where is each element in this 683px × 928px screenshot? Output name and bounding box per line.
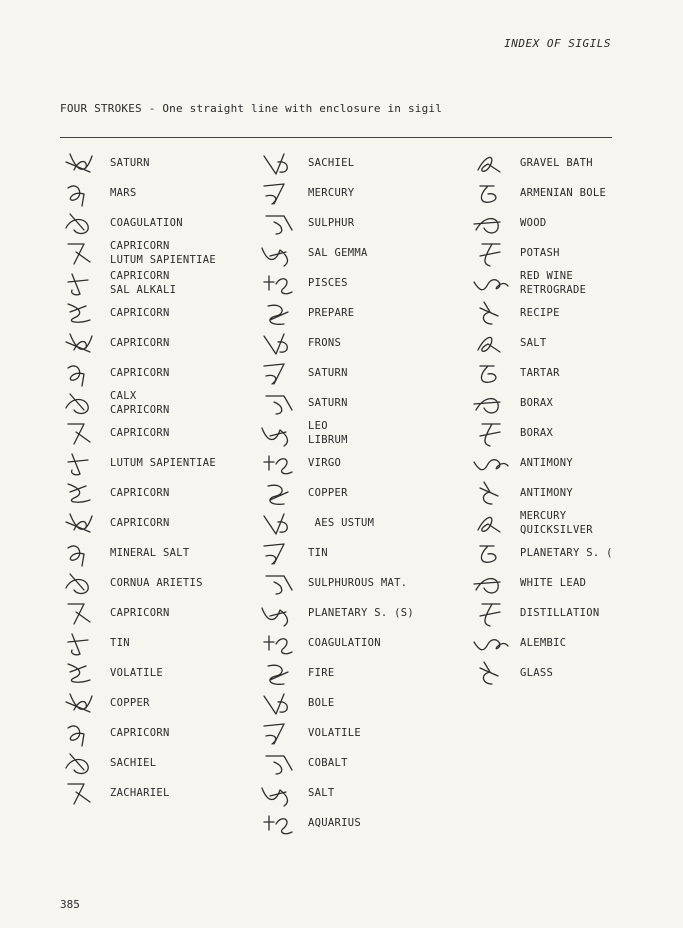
sigil-label: BORAX [520,426,554,439]
sigil-label: MARS [110,186,137,199]
sigil-glyph-icon [56,388,106,418]
sigil-entry [56,658,246,688]
sigil-label: CORNUA ARIETIS [110,576,203,589]
sigil-glyph-icon [466,658,516,688]
sigil-glyph-icon [466,298,516,328]
sigil-glyph-icon [56,718,106,748]
sigil-entry [56,568,246,598]
sigil-label: CAPRICORN [110,516,170,529]
sigil-entry [466,568,683,598]
sigil-label: RECIPE [520,306,560,319]
sigil-entry [56,268,246,298]
sigil-entry [254,658,454,688]
sigil-glyph-icon [466,478,516,508]
sigil-label: PLANETARY S. (S) [308,606,414,619]
sigil-entry [466,508,683,538]
sigil-glyph-icon [56,598,106,628]
sigil-entry [56,178,246,208]
sigil-glyph-icon [254,508,304,538]
sigil-label: MINERAL SALT [110,546,190,559]
sigil-glyph-icon [254,658,304,688]
sigil-glyph-icon [466,628,516,658]
sigil-glyph-icon [56,568,106,598]
sigil-label: ZACHARIEL [110,786,170,799]
sigil-glyph-icon [56,268,106,298]
sigil-label: SULPHUROUS MAT. [308,576,408,589]
sigil-entry [254,808,454,838]
sigil-glyph-icon [56,418,106,448]
sigil-label: SULPHUR [308,216,355,229]
sigil-glyph-icon [466,238,516,268]
sigil-label: SAL GEMMA [308,246,368,259]
sigil-glyph-icon [254,628,304,658]
sigil-glyph-icon [254,748,304,778]
sigil-entry [466,208,683,238]
sigil-glyph-icon [254,538,304,568]
sigil-glyph-icon [56,448,106,478]
sigil-label: CAPRICORN LUTUM SAPIENTIAE [110,239,216,266]
sigil-label: COAGULATION [308,636,381,649]
sigil-entry [56,418,246,448]
sigil-entry [466,298,683,328]
sigil-entry [56,628,246,658]
sigil-label: LUTUM SAPIENTIAE [110,456,216,469]
sigil-glyph-icon [56,628,106,658]
running-title: INDEX OF SIGILS [504,37,611,50]
sigil-glyph-icon [254,718,304,748]
sigil-glyph-icon [254,388,304,418]
sigil-glyph-icon [56,658,106,688]
sigil-label: CAPRICORN [110,426,170,439]
sigil-label: COPPER [308,486,348,499]
sigil-label: SALT [520,336,547,349]
sigil-entry [254,448,454,478]
sigil-entry [56,748,246,778]
sigil-entry [466,418,683,448]
sigil-glyph-icon [466,598,516,628]
sigil-column-1 [56,148,246,808]
sigil-entry [466,478,683,508]
sigil-glyph-icon [56,748,106,778]
sigil-entry [254,538,454,568]
sigil-glyph-icon [466,538,516,568]
sigil-label: ANTIMONY [520,456,573,469]
sigil-glyph-icon [254,478,304,508]
sigil-glyph-icon [56,478,106,508]
sigil-entry [56,208,246,238]
sigil-label: MERCURY QUICKSILVER [520,509,593,536]
sigil-glyph-icon [254,778,304,808]
sigil-glyph-icon [254,178,304,208]
sigil-label: PREPARE [308,306,355,319]
sigil-label: PLANETARY S. ( [520,546,613,559]
sigil-label: WHITE LEAD [520,576,587,589]
sigil-entry [254,328,454,358]
sigil-label: FIRE [308,666,335,679]
sigil-entry [466,358,683,388]
sigil-entry [56,358,246,388]
sigil-label: TARTAR [520,366,560,379]
section-subtitle: FOUR STROKES - One straight line with enclosure in sigil [60,102,443,115]
sigil-entry [254,568,454,598]
sigil-entry [254,178,454,208]
sigil-glyph-icon [254,238,304,268]
sigil-entry [56,478,246,508]
sigil-entry [466,148,683,178]
sigil-entry [254,298,454,328]
sigil-glyph-icon [254,568,304,598]
sigil-entry [56,508,246,538]
sigil-glyph-icon [466,448,516,478]
sigil-entry [56,328,246,358]
sigil-glyph-icon [56,148,106,178]
sigil-glyph-icon [56,238,106,268]
sigil-glyph-icon [254,148,304,178]
sigil-entry [56,448,246,478]
sigil-glyph-icon [254,208,304,238]
sigil-label: ARMENIAN BOLE [520,186,607,199]
section-divider [60,137,612,138]
sigil-label: AES USTUM [308,516,375,529]
sigil-label: VOLATILE [308,726,361,739]
sigil-label: TIN [110,636,130,649]
sigil-entry [254,388,454,418]
sigil-entry [466,238,683,268]
sigil-label: CAPRICORN [110,336,170,349]
sigil-entry [254,268,454,298]
sigil-glyph-icon [254,358,304,388]
sigil-label: SATURN [110,156,150,169]
sigil-label: COBALT [308,756,348,769]
page-number: 385 [60,898,80,911]
sigil-glyph-icon [466,388,516,418]
sigil-glyph-icon [466,328,516,358]
sigil-label: CAPRICORN [110,366,170,379]
sigil-entry [56,598,246,628]
sigil-glyph-icon [56,178,106,208]
sigil-label: GLASS [520,666,554,679]
sigil-glyph-icon [254,418,304,448]
sigil-glyph-icon [254,598,304,628]
sigil-label: BOLE [308,696,335,709]
sigil-entry [254,778,454,808]
sigil-label: ANTIMONY [520,486,573,499]
sigil-glyph-icon [466,178,516,208]
sigil-entry [254,478,454,508]
sigil-entry [56,778,246,808]
sigil-entry [466,598,683,628]
sigil-glyph-icon [254,298,304,328]
sigil-entry [466,178,683,208]
sigil-label: ALEMBIC [520,636,567,649]
sigil-entry [56,388,246,418]
sigil-glyph-icon [56,208,106,238]
sigil-label: WOOD [520,216,547,229]
sigil-label: TIN [308,546,328,559]
sigil-label: CAPRICORN [110,486,170,499]
sigil-entry [254,688,454,718]
sigil-label: LEO LIBRUM [308,419,348,446]
sigil-label: CAPRICORN [110,726,170,739]
sigil-glyph-icon [466,418,516,448]
sigil-entry [56,148,246,178]
sigil-entry [254,508,454,538]
sigil-entry [56,238,246,268]
sigil-label: SALT [308,786,335,799]
sigil-label: SACHIEL [308,156,355,169]
sigil-entry [254,418,454,448]
sigil-entry [466,448,683,478]
sigil-glyph-icon [56,778,106,808]
sigil-label: VOLATILE [110,666,163,679]
sigil-entry [466,628,683,658]
sigil-glyph-icon [466,568,516,598]
sigil-column-2 [254,148,454,838]
sigil-label: SATURN [308,396,348,409]
sigil-glyph-icon [254,268,304,298]
sigil-glyph-icon [56,688,106,718]
sigil-label: PISCES [308,276,348,289]
sigil-glyph-icon [254,328,304,358]
sigil-entry [56,718,246,748]
sigil-entry [466,538,683,568]
sigil-label: CAPRICORN SAL ALKALI [110,269,177,296]
sigil-label: CALX CAPRICORN [110,389,170,416]
sigil-label: VIRGO [308,456,342,469]
sigil-label: CAPRICORN [110,606,170,619]
sigil-label: POTASH [520,246,560,259]
sigil-label: COAGULATION [110,216,183,229]
sigil-label: GRAVEL BATH [520,156,593,169]
sigil-glyph-icon [466,148,516,178]
sigil-label: RED WINE RETROGRADE [520,269,587,296]
sigil-glyph-icon [56,508,106,538]
sigil-label: CAPRICORN [110,306,170,319]
sigil-entry [254,208,454,238]
sigil-entry [254,628,454,658]
sigil-label: BORAX [520,396,554,409]
sigil-glyph-icon [466,508,516,538]
sigil-glyph-icon [56,358,106,388]
sigil-entry [466,328,683,358]
sigil-entry [254,358,454,388]
sigil-entry [466,268,683,298]
sigil-entry [56,688,246,718]
sigil-entry [254,238,454,268]
sigil-column-3 [466,148,683,688]
sigil-label: DISTILLATION [520,606,600,619]
sigil-glyph-icon [56,328,106,358]
sigil-glyph-icon [466,208,516,238]
sigil-label: AQUARIUS [308,816,361,829]
sigil-entry [56,298,246,328]
sigil-glyph-icon [254,688,304,718]
sigil-glyph-icon [254,808,304,838]
sigil-entry [466,658,683,688]
sigil-entry [254,148,454,178]
sigil-glyph-icon [254,448,304,478]
sigil-label: SACHIEL [110,756,157,769]
sigil-glyph-icon [56,298,106,328]
sigil-entry [254,718,454,748]
sigil-entry [56,538,246,568]
sigil-label: MERCURY [308,186,355,199]
sigil-label: SATURN [308,366,348,379]
sigil-glyph-icon [466,358,516,388]
sigil-label: COPPER [110,696,150,709]
sigil-label: FRONS [308,336,342,349]
sigil-glyph-icon [56,538,106,568]
sigil-entry [254,598,454,628]
sigil-entry [254,748,454,778]
sigil-entry [466,388,683,418]
sigil-glyph-icon [466,268,516,298]
